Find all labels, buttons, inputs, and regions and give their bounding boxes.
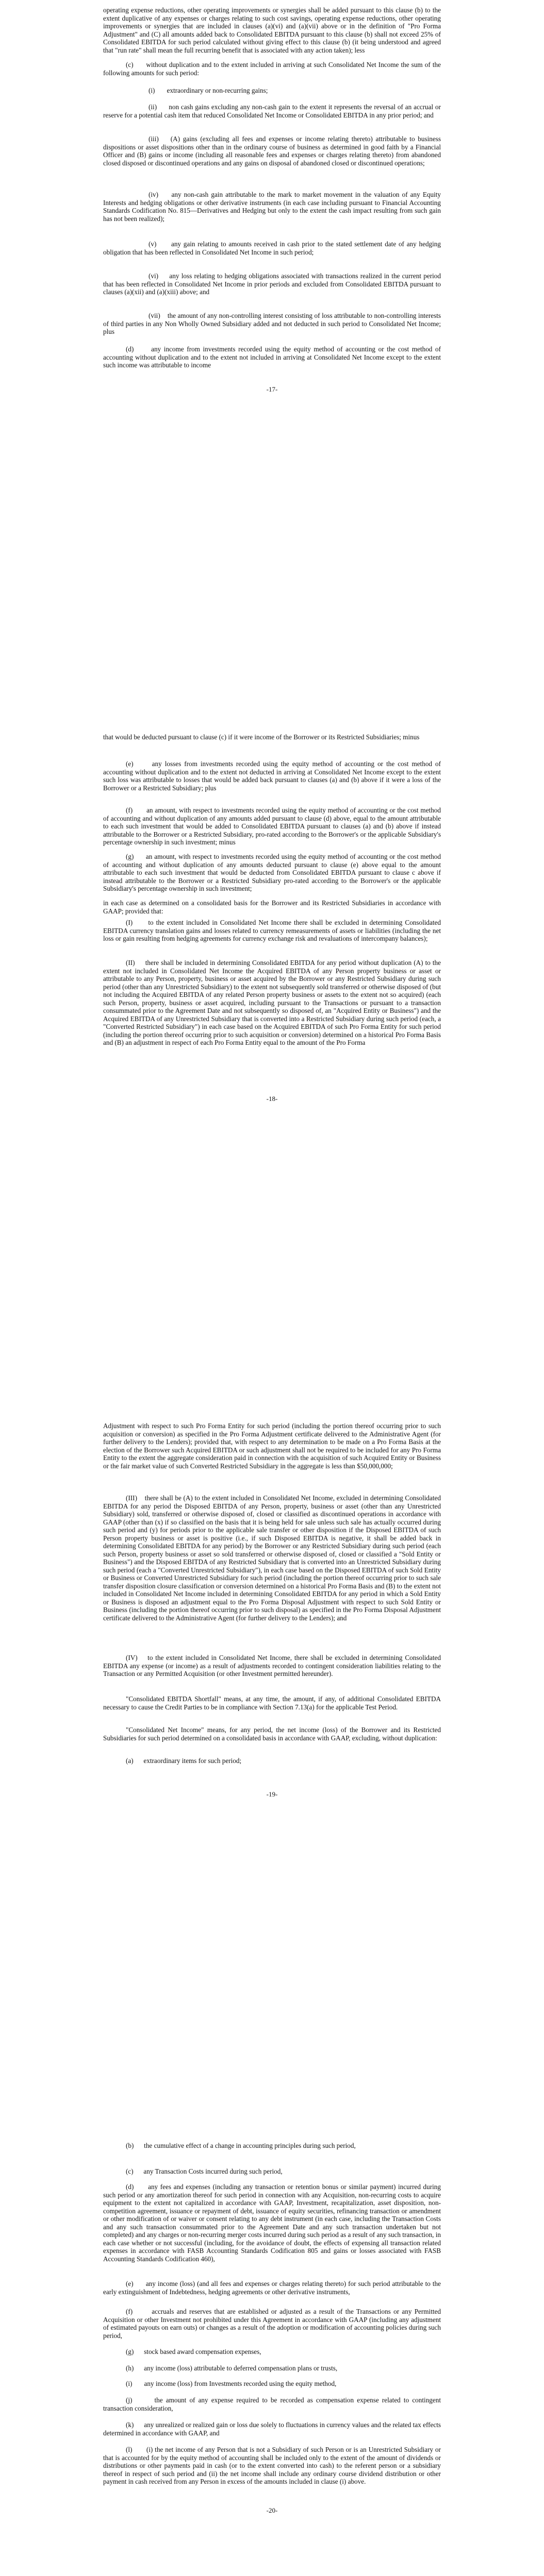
page-17 (0, 0, 544, 703)
paragraph: (e) any income (loss) (and all fees and expenses or charges relating thereto) for such period attributable to the early extinguishment of Indebtedness, hedging agreements or other derivative instruments, (103, 2280, 441, 2296)
paragraph: Adjustment with respect to such Pro Forma Entity for such period (including the portion thereof occurring prior to such acquisition or conversion) as specified in the Pro Forma Adjustment certificate delivered to the Administrative Agent (for further delivery to the Lenders); provided that, with respect to any determination to be made on a Pro Forma Basis at the election of the Borrower such Acquired EBITDA or such adjustment shall not be required to be included for any Pro Forma Entity to the extent the aggregate consideration paid in connection with the acquisition of such Acquired Entity or Business or the fair market value of such Converted Restricted Subsidiary in the aggregate is less than $50,000,000; (103, 1422, 441, 1470)
page-19 (0, 1406, 544, 2110)
paragraph: (k) any unrealized or realized gain or loss due solely to fluctuations in currency values and the related tax effects determined in accordance with GAAP, and (103, 2421, 441, 2437)
paragraph: (l) (i) the net income of any Person that is not a Subsidiary of such Person or is an Unrestricted Subsidiary or that is accounted for by the equity method of accounting shall be included only to the extent of the amount of dividends or distributions or other payments paid in cash (or to the extent converted into cash) to the referent person or a subsidiary thereof in respect of such period and (ii) the net income shall include any ordinary course dividend distribution or other payment in cash received from any Person in excess of the amounts included in clause (i) above. (103, 2446, 441, 2485)
paragraph: (III) there shall be (A) to the extent included in Consolidated Net Income, excluded in determining Consolidated EBITDA for any period the Disposed EBITDA of any Person, property, business or asset (other than any Unrestricted Subsidiary) sold, transferred or otherwise disposed of, closed or classified as discontinued operations in accordance with GAAP (other than (x) if so classified on the basis that it is being held for sale unless such sale has actually occurred during such period and (y) for periods prior to the applicable sale transfer or other disposition if the Disposed EBITDA of such Person property business or asset is positive (i.e., if such Disposed EBITDA is negative, it shall be added back in determining Consolidated EBITDA for any period) by the Borrower or any Restricted Subsidiary during such period (each such Person, property business or asset so sold transferred or otherwise disposed of, closed or classified a "Sold Entity or Business") and the Disposed EBITDA of any Restricted Subsidiary that is converted into an Unrestricted Subsidiary during such period (each a "Converted Unrestricted Subsidiary"), in each case based on the Disposed EBITDA of such Sold Entity or Business or Converted Unrestricted Subsidiary for such period (including the portion thereof occurring prior to such sale transfer disposition closure classification or conversion determined on a historical Pro Forma Basis and (B) to the extent not included in Consolidated Net Income included in determining Consolidated EBITDA for any period in which a Sold Entity or Business is disposed an adjustment equal to the Pro Forma Disposal Adjustment with respect to such Sold Entity or Business (including the portion thereof occurring prior to such disposal) as specified in the Pro Forma Disposal Adjustment certificate delivered to the Administrative Agent (for further delivery to the Lenders); and (103, 1494, 441, 1622)
paragraph: "Consolidated Net Income" means, for any period, the net income (loss) of the Borrower and its Restricted Subsidiaries for such period determined on a consolidated basis in accordance with GAAP, excluding, without duplication: (103, 1726, 441, 1742)
paragraph: (c) any Transaction Costs incurred during such period, (126, 2167, 283, 2175)
paragraph: (IV) to the extent included in Consolidated Net Income, there shall be excluded in determining Consolidated EBITDA any expense (or income) as a result of adjustments recorded to contingent consideration liabilities relating to the Transaction or any Permitted Acquisition (or other Investment permitted hereunder). (103, 1654, 441, 1677)
paragraph: (f) accruals and reserves that are established or adjusted as a result of the Transactions or any Permitted Acquisition or other Investment not prohibited under this Agreement in accordance with GAAP (including any adjustment of estimated payouts on earn outs) or changes as a result of the adoption or modification of accounting policies during such period, (103, 2308, 441, 2340)
paragraph: (ii) non cash gains excluding any non-cash gain to the extent it represents the reversal of an accrual or reserve for a potential cash item that reduced Consolidated Net Income or Consolidated EBITDA in any prior period; and (103, 103, 441, 119)
page-20 (0, 2110, 544, 2576)
paragraph: (a) extraordinary items for such period; (126, 1757, 242, 1765)
paragraph: (v) any gain relating to amounts received in cash prior to the stated settlement date of any hedging obligation that has been reflected in Consolidated Net Income in such period; (103, 240, 441, 256)
paragraph: that would be deducted pursuant to clause (c) if it were income of the Borrower or its Restricted Subsidiaries; minus (103, 733, 420, 741)
page-18 (0, 703, 544, 1406)
paragraph: in each case as determined on a consolidated basis for the Borrower and its Restricted Subsidiaries in accordance with GAAP; provided that: (103, 899, 441, 915)
paragraph: (I) to the extent included in Consolidated Net Income there shall be excluded in determining Consolidated EBITDA currency translation gains and losses related to currency remeasurements of assets or liabilities (including the net loss or gain resulting from hedging agreements for currency exchange risk and revaluations of intercompany balances); (103, 919, 441, 942)
paragraph: (b) the cumulative effect of a change in accounting principles during such period, (126, 2142, 356, 2149)
paragraph: (i) any income (loss) from Investments recorded using the equity method, (126, 2380, 337, 2387)
paragraph: (iii) (A) gains (excluding all fees and expenses or income relating thereto) attributable to business dispositions or asset dispositions other than in the ordinary course of business as determined in good faith by a Financial Officer and (B) gains or income (including all reasonable fees and expenses or charges relating thereto) from abandoned closed disposed or discontinued operations and any gains on disposal of abandoned closed or discontinued operations; (103, 135, 441, 167)
paragraph: (i) extraordinary or non-recurring gains; (149, 87, 268, 94)
paragraph: (II) there shall be included in determining Consolidated EBITDA for any period without duplication (A) to the extent not included in Consolidated Net Income the Acquired EBITDA of any Person property business or asset or attributable to any Person, property, business or asset acquired by the Borrower or any Restricted Subsidiary during such period (other than any Unrestricted Subsidiary) to the extent not subsequently sold transferred or otherwise disposed of (but not including the Acquired EBITDA of any related Person property business or assets to the extent not so acquired) (each such Person, property, business or asset acquired, including pursuant to the Transactions or pursuant to a transaction consummated prior to the Agreement Date and not subsequently so disposed of, an "Acquired Entity or Business") and the Acquired EBITDA of any Unrestricted Subsidiary that is converted into a Restricted Subsidiary during such period (each, a "Converted Restricted Subsidiary") in each case based on the Acquired EBITDA of such Pro Forma Entity for such period (including the portion thereof occurring prior to such acquisition or conversion) determined on a historical Pro Forma Basis and (B) an adjustment in respect of each Pro Forma Entity equal to the amount of the Pro Forma (103, 959, 441, 1046)
page-number: -19- (266, 1790, 278, 1798)
paragraph: (g) an amount, with respect to investments recorded using the equity method of accounting or the cost method of accounting and without duplication of any amounts deducted pursuant to clause (e) above equal to the amount attributable to each such investment that would be deducted from Consolidated EBITDA pursuant to clause c above if instead attributable to the Borrower or a Restricted Subsidiary pro-rated according to the Borrower's or the applicable Subsidiary's percentage ownership in such investment; (103, 853, 441, 892)
paragraph: "Consolidated EBITDA Shortfall" means, at any time, the amount, if any, of additional Consolidated EBITDA necessary to cause the Credit Parties to be in compliance with Section 7.13(a) for the applicable Test Period. (103, 1695, 441, 1711)
page-number: -20- (266, 2506, 278, 2514)
paragraph: (h) any income (loss) attributable to deferred compensation plans or trusts, (126, 2364, 338, 2372)
paragraph: (vi) any loss relating to hedging obligations associated with transactions realized in the current period that has been reflected in Consolidated Net Income in prior periods and excluded from Consolidated EBITDA pursuant to clauses (a)(xii) and (a)(xiii) above; and (103, 272, 441, 296)
paragraph: (iv) any non-cash gain attributable to the mark to market movement in the valuation of any Equity Interests and hedging obligations or other derivative instruments (in each case including pursuant to Financial Accounting Standards Codification No. 815—Derivatives and Hedging but only to the extent the cash impact resulting from such gain has not been realized); (103, 191, 441, 223)
paragraph: (g) stock based award compensation expenses, (126, 2348, 261, 2355)
paragraph: (e) any losses from investments recorded using the equity method of accounting or the cost method of accounting without duplication and to the extent not deducted in arriving at Consolidated Net Income except to the extent such loss was attributable to losses that would be added back pursuant to clauses (a) and (b) above if it were a loss of the Borrower or a Restricted Subsidiary; plus (103, 760, 441, 792)
page-number: -18- (266, 1095, 278, 1103)
page-number: -17- (266, 385, 278, 393)
paragraph: operating expense reductions, other operating improvements or synergies shall be added pursuant to this clause (b) to the extent duplicative of any expenses or charges relating to such cost savings, operating expense reductions, other operating improvements or synergies that are included in clauses (a)(vi) and (a)(vii) above or in the definition of "Pro Forma Adjustment" and (C) all amounts added back to Consolidated EBITDA pursuant to this clause (b) shall not exceed 25% of Consolidated EBITDA for such period calculated without giving effect to this clause (b) (it being understood and agreed that "run rate" shall mean the full recurring benefit that is associated with any action taken); less (103, 6, 441, 54)
paragraph: (j) the amount of any expense required to be recorded as compensation expense related to contingent transaction consideration, (103, 2396, 441, 2412)
paragraph: (d) any income from investments recorded using the equity method of accounting or the cost method of accounting without duplication and to the extent not included in arriving at Consolidated Net Income except to the extent such income was attributable to income (103, 345, 441, 369)
paragraph: (vii) the amount of any non-controlling interest consisting of loss attributable to non-controlling interests of third parties in any Non Wholly Owned Subsidiary added and not deducted in such period to Consolidated Net Income; plus (103, 312, 441, 335)
paragraph: (f) an amount, with respect to investments recorded using the equity method of accounting or the cost method of accounting and without duplication of any amounts added pursuant to clause (d) above, equal to the amount attributable to each such investment that would be added to Consolidated EBITDA pursuant to clauses (a) and (b) above if instead attributable to the Borrower or a Restricted Subsidiary, pro-rated according to the Borrower's or the applicable Subsidiary's percentage ownership in such investment; minus (103, 806, 441, 846)
paragraph: (c) without duplication and to the extent included in arriving at such Consolidated Net Income the sum of the following amounts for such period: (103, 61, 441, 77)
paragraph: (d) any fees and expenses (including any transaction or retention bonus or similar payment) incurred during such period or any amortization thereof for such period in connection with any Acquisition, non-recurring costs to acquire equipment to the extent not capitalized in accordance with GAAP, Investment, recapitalization, asset disposition, non-competition agreement, issuance or repayment of debt, issuance of equity securities, refinancing transaction or amendment or other modification of or waiver or consent relating to any debt instrument (in each case, including the Transaction Costs and any such transaction consummated prior to the Agreement Date and any such transaction undertaken but not completed) and any charges or non-recurring merger costs incurred during such period as a result of any such transaction, in each case whether or not successful (including, for the avoidance of doubt, the effects of expensing all transaction related expenses in accordance with FASB Accounting Standards Codification 805 and gains or losses associated with FASB Accounting Standards Codification 460), (103, 2183, 441, 2263)
